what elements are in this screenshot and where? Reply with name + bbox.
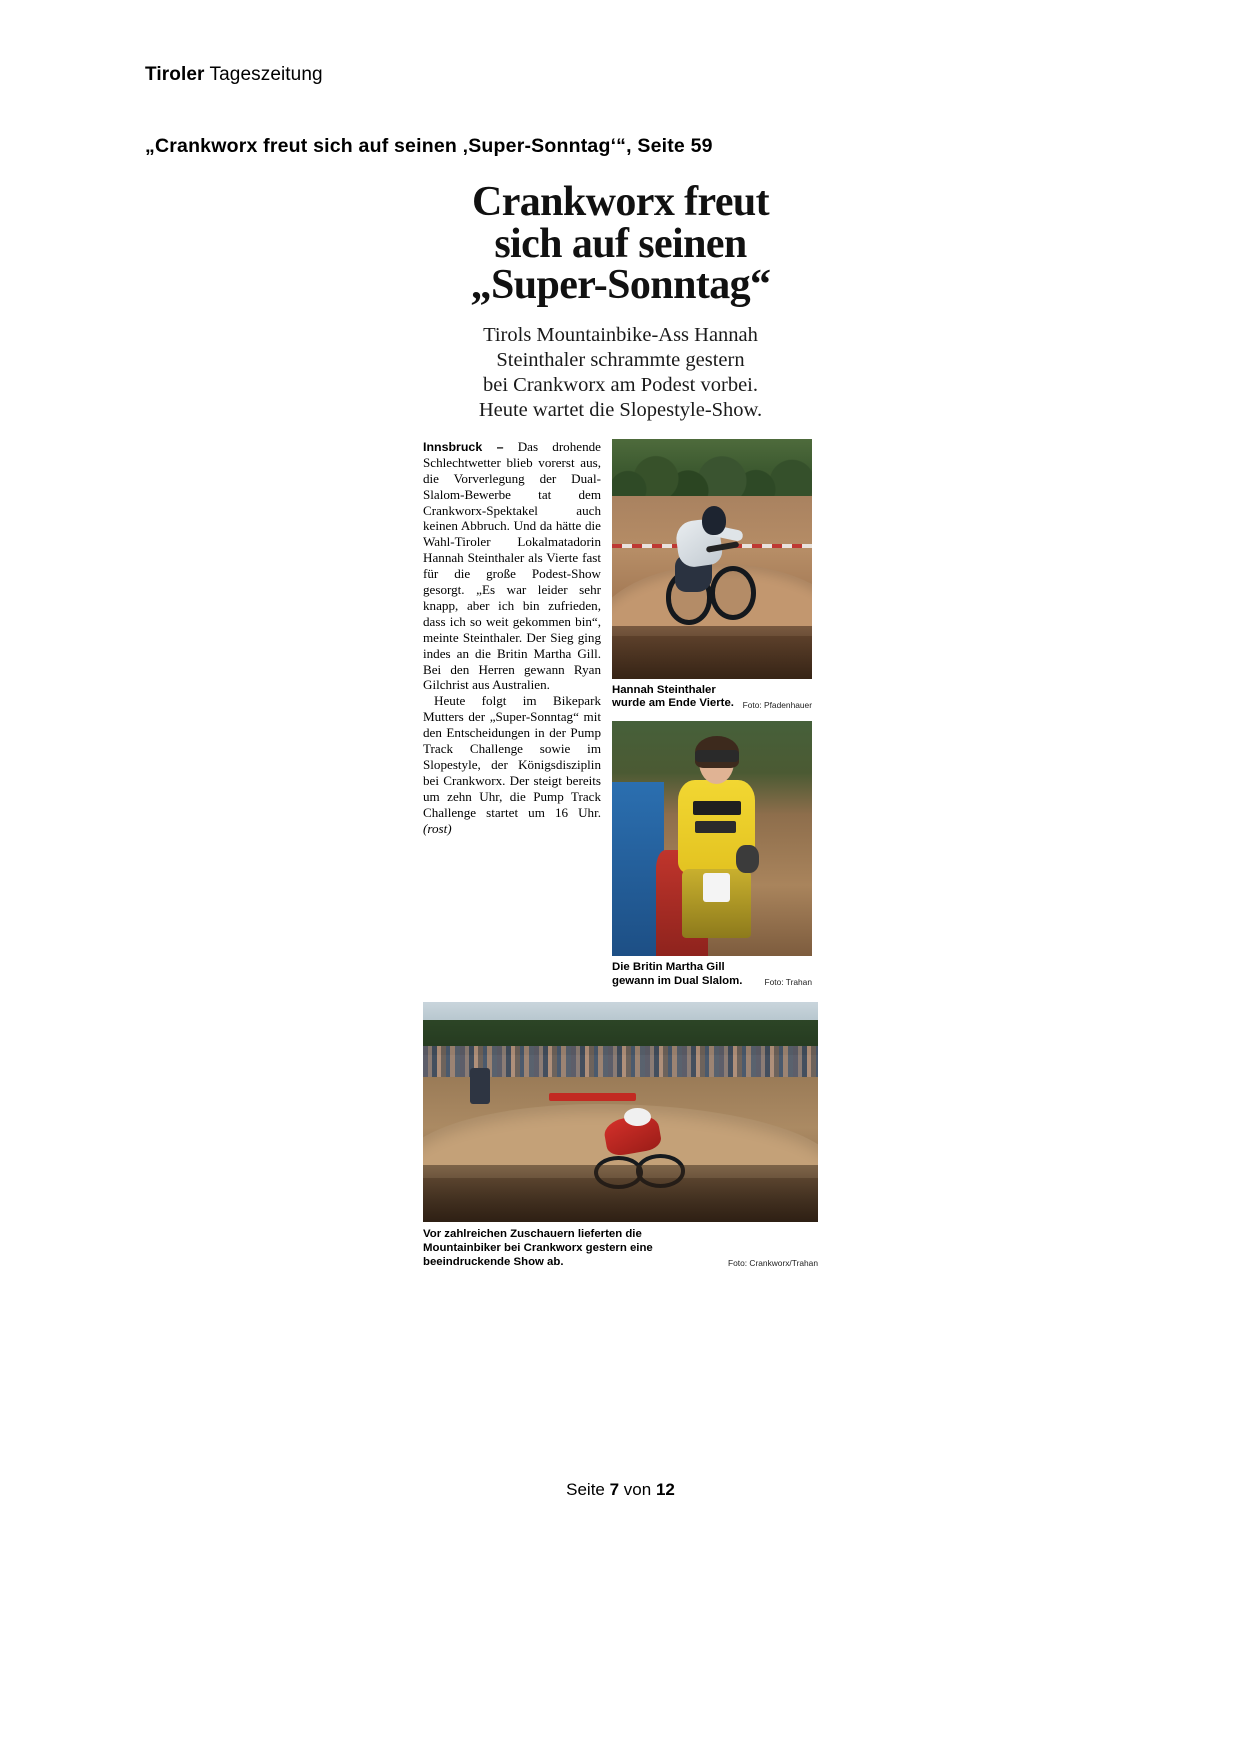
photo3-trackside-marshal xyxy=(470,1068,490,1103)
photo3-rider-helmet xyxy=(624,1108,651,1126)
masthead-brand: Tiroler xyxy=(145,64,205,85)
article-lead-line-2: Steinthaler schrammte gestern xyxy=(496,348,745,371)
article-dateline: Innsbruck – xyxy=(423,439,504,454)
wide-photo-block xyxy=(423,1002,818,1269)
photo2-glove xyxy=(736,845,759,873)
photo1-front-wheel xyxy=(710,566,757,620)
article-paragraph-1 xyxy=(423,439,601,694)
photo-credit: Foto: Pfadenhauer xyxy=(742,700,812,711)
article-paragraph-1-text: Das drohende Schlechtwetter blieb vorerst aus, die Vorverlegung der Dual-Slalom-Bewerbe tat dem Crankworx-Spektakel auch keinen Abbruch. Und da hätte die Wahl-Tiroler Lokalmatadorin Hannah Steinthaler als Vierte fast für die große Podest-Show gesorgt. „Es war leider sehr knapp, aber ich bin zufrieden, dass ich so weit gekommen bin“, meinte Steinthaler. Der Sieg ging indes an die Britin Martha Gill. Bei den Herren gewann Ryan Gilchrist aus Australien. xyxy=(423,438,601,693)
photo1-rider-helmet xyxy=(702,506,726,535)
article-paragraph-2 xyxy=(423,693,601,836)
photo2-jersey-logo xyxy=(693,801,741,815)
photo3-banner xyxy=(549,1093,636,1102)
article-lead-line-4: Heute wartet die Slopestyle-Show. xyxy=(478,398,763,421)
crowd-mountainbiker-photo xyxy=(423,1002,818,1222)
article-photo-column xyxy=(612,439,812,989)
photo-credit: Foto: Trahan xyxy=(764,977,812,988)
crowd-mountainbiker-photo-caption xyxy=(423,1228,818,1269)
caption-text: Vor zahlreichen Zuschauern lieferten die Mountainbiker bei Crankworx gestern eine beeindruckende Show ab. xyxy=(423,1228,653,1268)
article-text-column xyxy=(423,439,601,837)
article-lead-line-3: bei Crankworx am Podest vorbei. xyxy=(483,373,758,396)
photo2-race-number xyxy=(703,873,730,901)
photo2-jersey-sponsor xyxy=(695,821,737,833)
article-signature: (rost) xyxy=(423,820,452,836)
hannah-steinthaler-photo-caption xyxy=(612,684,812,711)
photo3-foreground-shadow xyxy=(423,1165,818,1222)
photo2-headband xyxy=(695,750,739,762)
footer-current-page: 7 xyxy=(609,1480,620,1499)
page-footer xyxy=(0,1480,1241,1500)
masthead-suffix: Tageszeitung xyxy=(204,64,323,85)
page-title: „Crankworx freut sich auf seinen ‚Super-Sonntag‘“, Seite 59 xyxy=(145,135,713,157)
article-headline xyxy=(423,179,818,309)
newspaper-clipping xyxy=(423,179,818,1270)
article-headline-line-2: sich auf seinen xyxy=(494,220,747,267)
caption-text: Hannah Steinthaler wurde am Ende Vierte. xyxy=(612,683,734,710)
martha-gill-photo-caption xyxy=(612,961,812,988)
masthead xyxy=(145,64,323,86)
photo2-athlete xyxy=(672,740,776,942)
photo-credit: Foto: Crankworx/Trahan xyxy=(728,1258,818,1269)
article-headline-line-1: Crankworx freut xyxy=(471,179,770,225)
article-paragraph-2-text: Heute folgt im Bikepark Mutters der „Super-Sonntag“ mit den Entscheidungen in der Pump Track Challenge sowie im Slopestyle, der Königsdisziplin bei Crankworx. Der steigt bereits um zehn Uhr, die Pump Track Challenge startet um 16 Uhr. xyxy=(423,693,601,820)
footer-total-pages: 12 xyxy=(655,1480,675,1499)
photo1-foreground-shadow xyxy=(612,626,812,679)
photo1-rider xyxy=(660,511,752,621)
article-lead-line-1: Tirols Mountainbike-Ass Hannah xyxy=(483,323,758,346)
footer-middle: von xyxy=(619,1480,656,1499)
footer-prefix: Seite xyxy=(566,1480,610,1499)
hannah-steinthaler-photo xyxy=(612,439,812,679)
martha-gill-photo xyxy=(612,721,812,956)
caption-text: Die Britin Martha Gill gewann im Dual Slalom. xyxy=(612,961,743,987)
article-body-columns xyxy=(423,439,818,989)
article-lead xyxy=(423,323,818,423)
article-headline-line-3: „Super-Sonntag“ xyxy=(470,262,771,309)
